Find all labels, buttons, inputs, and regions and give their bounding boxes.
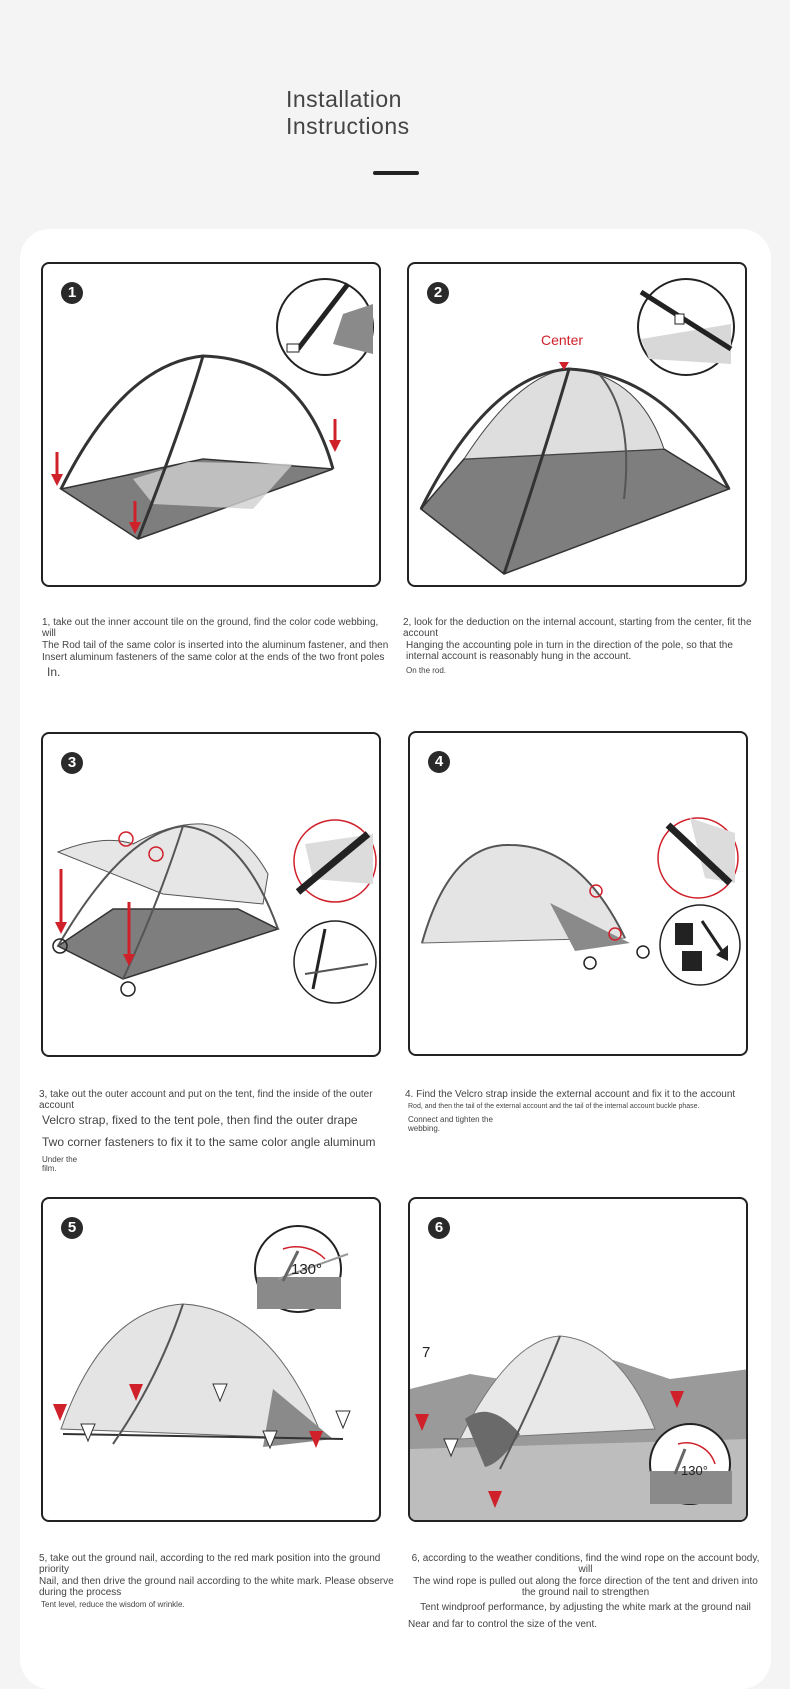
step-number-badge: 2 [427, 282, 449, 304]
step-6-illustration [408, 1197, 748, 1522]
step-5-illustration [41, 1197, 381, 1522]
step-number-badge: 5 [61, 1217, 83, 1239]
angle-label: 130° [291, 1261, 323, 1278]
step-2-illustration [407, 262, 747, 587]
step-number-badge: 4 [428, 751, 450, 773]
step-3-illustration [41, 732, 381, 1057]
step-5-caption: 5, take out the ground nail, according to the red mark position into the ground priority Nail, and then drive the ground nail according to the white mark. Please observe during the process Tent level, reduce the wisdom of wrinkle. [39, 1553, 394, 1609]
step-number-badge: 6 [428, 1217, 450, 1239]
step-4-illustration [408, 731, 748, 1056]
step-number-badge: 3 [61, 752, 83, 774]
step-number-badge: 1 [61, 282, 83, 304]
step-6-caption: 6, according to the weather conditions, find the wind rope on the account body, will The wind rope is pulled out along the force direction of the tent and driven into the ground nail to strengthen Tent windproof performance, by adjusting the white mark at the ground nail Near and far to control the size of the vent. [408, 1553, 760, 1630]
center-label: Center [541, 332, 584, 348]
step-1-caption: 1, take out the inner account tile on the ground, find the color code webbing, will The Rod tail of the same color is inserted into the aluminum fastener, and then Insert aluminum fasteners of the same color at the ends of the two front poles In. [42, 617, 389, 679]
step-1-illustration [41, 262, 381, 587]
title-underline [373, 171, 419, 175]
angle-label: 130° [681, 1463, 708, 1478]
step-4-caption: 4. Find the Velcro strap inside the external account and fix it to the account Rod, and then the tail of the external account and the tail of the internal account buckle phase. Connect and tighten the webbing. [405, 1089, 736, 1133]
page-title: Installation Instructions [286, 86, 410, 139]
side-mark: 7 [422, 1344, 431, 1361]
step-3-caption: 3, take out the outer account and put on the tent, find the inside of the outer account Velcro strap, fixed to the tent pole, then find the outer drape Two corner fasteners to fix it to the same color angle aluminum Under the film. [39, 1089, 376, 1173]
step-2-caption: 2, look for the deduction on the internal account, starting from the center, fit the account Hanging the accounting pole in turn in the direction of the pole, so that the internal account is reasonably hung in the account. On the rod. [403, 617, 752, 675]
